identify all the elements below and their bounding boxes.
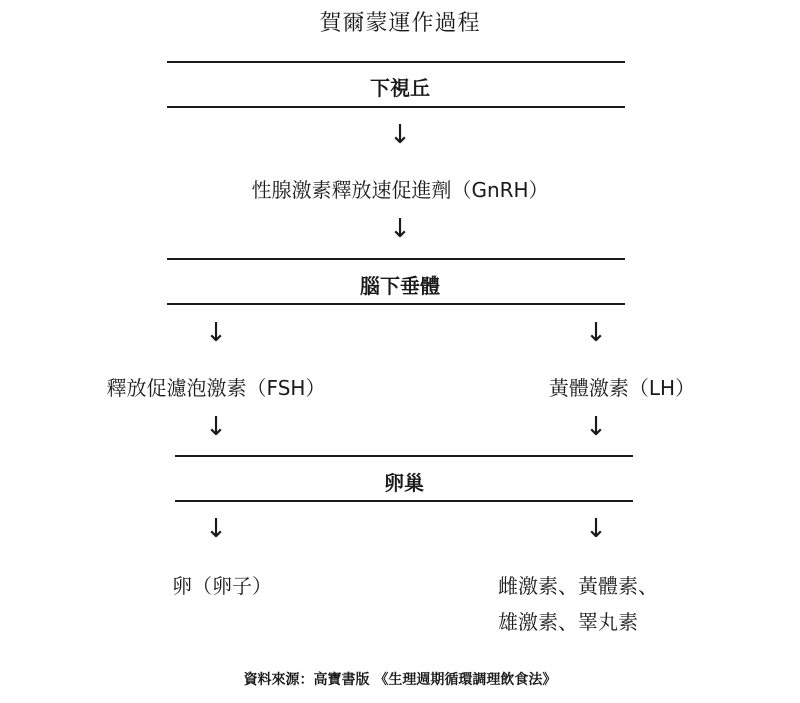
stage-pituitary: 腦下垂體 [360,274,440,298]
node-hormones-line2: 雄激素、睪丸素 [498,610,638,634]
divider-bottom-ovary [175,500,633,502]
arrow-down-icon: ↓ [585,412,607,442]
divider-top-ovary [175,455,633,457]
node-lh: 黃體激素（LH） [548,376,696,400]
node-fsh: 釋放促濾泡激素（FSH） [106,376,326,400]
arrow-down-icon: ↓ [389,214,411,244]
arrow-down-icon: ↓ [205,412,227,442]
arrow-down-icon: ↓ [205,318,227,348]
arrow-down-icon: ↓ [205,514,227,544]
divider-top-pituitary [167,258,625,260]
source-citation: 資料來源：高寶書版 《生理週期循環調理飲食法》 [243,672,557,688]
arrow-down-icon: ↓ [585,514,607,544]
node-egg: 卵（卵子） [172,574,272,598]
divider-top-hypothalamus [167,61,625,63]
arrow-down-icon: ↓ [585,318,607,348]
stage-hypothalamus: 下視丘 [370,76,430,100]
stage-ovary: 卵巢 [384,471,424,495]
node-hormones-line1: 雌激素、黃體素、 [498,574,658,598]
diagram-title: 賀爾蒙運作過程 [319,11,481,36]
arrow-down-icon: ↓ [389,120,411,150]
node-gnrh: 性腺激素釋放速促進劑（GnRH） [251,178,549,202]
divider-bottom-hypothalamus [167,106,625,108]
divider-bottom-pituitary [167,303,625,305]
